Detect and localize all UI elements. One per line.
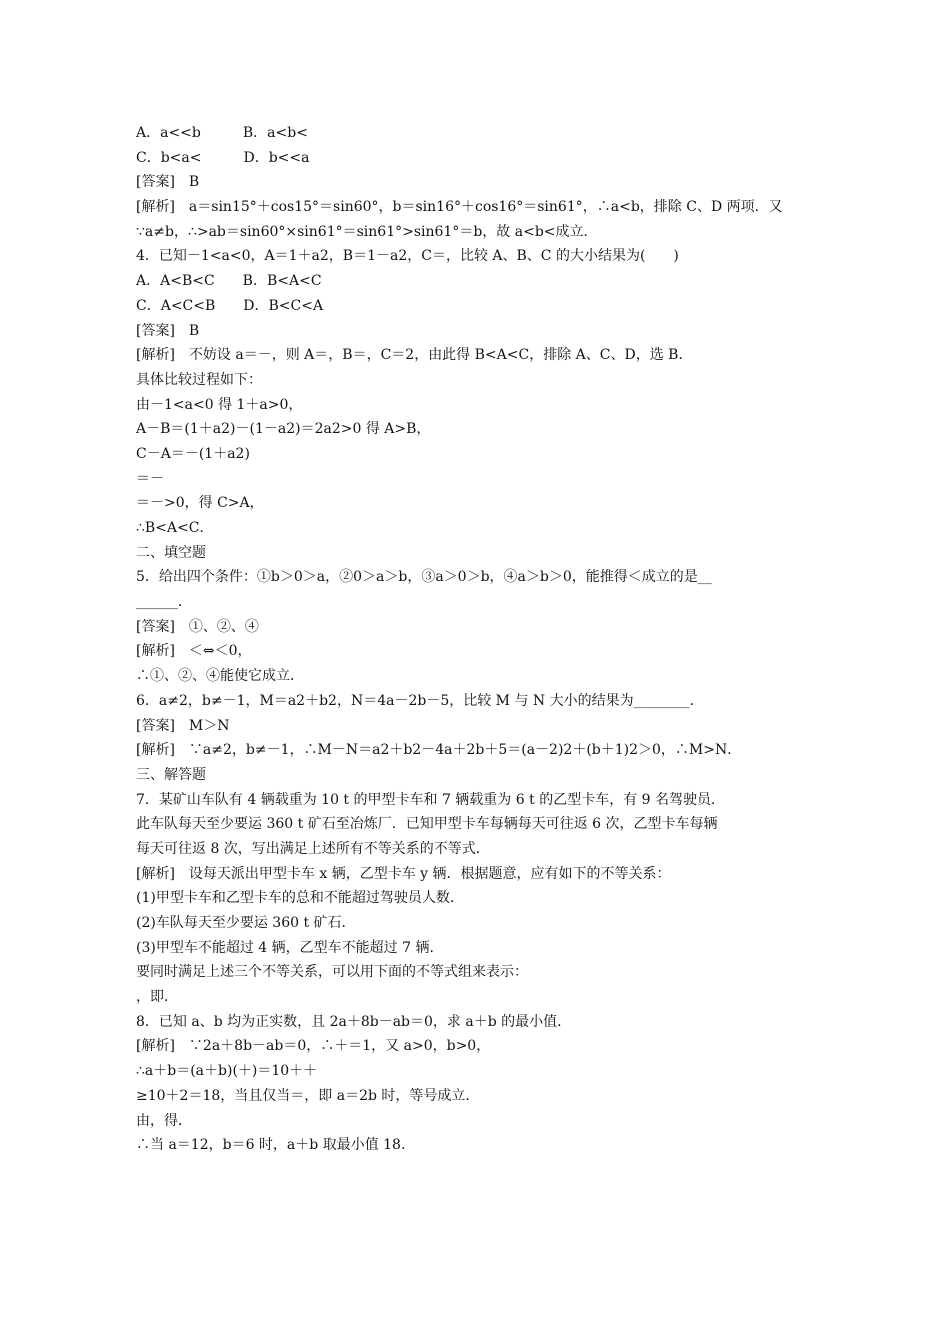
text-line: [答案] ①、②、④ [136,618,259,635]
text-line: [解析] 不妨设 a＝－，则 A＝，B＝，C＝2，由此得 B<A<C，排除 A、C、D，选 B． [136,347,693,364]
text-line: 每天可往返 8 次，写出满足上述所有不等关系的不等式． [136,840,490,857]
text-line: (2)车队每天至少要运 360 t 矿石． [136,915,356,931]
text-line: ∴a＋b＝(a＋b)(＋)＝10＋＋ [136,1063,318,1080]
text-line: [解析] ∵2a＋8b－ab＝0，∴＋＝1，又 a>0，b>0， [136,1038,491,1055]
text-line: 此车队每天至少要运 360 t 矿石至冶炼厂．已知甲型卡车每辆每天可往返 6 次，乙型卡车每辆 [136,816,718,833]
text-line: (3)甲型车不能超过 4 辆，乙型车不能超过 7 辆． [136,939,444,956]
text-line: 5．给出四个条件：①b＞0＞a，②0＞a＞b，③a＞0＞b，④a＞b＞0，能推得＜成立的是__ [136,569,712,586]
text-line: 7．某矿山车队有 4 辆载重为 10 t 的甲型卡车和 7 辆载重为 6 t 的乙型卡车，有 9 名驾驶员． [136,791,726,808]
text-line: C－A＝－(1＋a2) [136,445,250,462]
text-line: 要同时满足上述三个不等关系，可以用下面的不等式组来表示： [136,964,528,981]
text-line: ∵a≠b，∴>ab＝sin60°×sin61°＝sin61°>sin61°＝b，故 a<b<成立． [136,223,598,240]
text-line: [解析] 设每天派出甲型卡车 x 辆，乙型卡车 y 辆．根据题意，应有如下的不等关系： [136,865,671,882]
text-line: ∴当 a＝12，b＝6 时，a＋b 取最小值 18. [136,1137,406,1154]
text-line: [解析] a＝sin15°＋cos15°＝sin60°，b＝sin16°＋cos16°＝sin61°，∴a<b，排除 C、D 两项．又 [136,199,783,216]
text-line: [解析] ∵a≠2，b≠－1，∴M－N＝a2＋b2－4a＋2b＋5＝(a－2)2＋(b＋1)2＞0，∴M>N． [136,742,742,759]
text-line: C．b<a< D．b<<a [136,149,310,166]
text-line: ＝－>0，得 C>A， [136,495,264,512]
text-line: 具体比较过程如下： [136,371,262,388]
text-line: [答案] B [136,322,200,339]
text-line: [答案] B [136,174,200,191]
text-line: A．a<<b B．a<b< [136,125,308,141]
text-line: ≥10＋2＝18，当且仅当＝，即 a＝2b 时，等号成立． [136,1087,480,1104]
section-heading: 二、填空题 [136,544,206,561]
document-body [136,121,826,1158]
text-line: 8．已知 a、b 均为正实数，且 2a＋8b－ab＝0，求 a＋b 的最小值． [136,1013,572,1030]
text-line: ∴B<A<C． [136,520,214,536]
section-heading: 三、解答题 [136,766,206,783]
text-line: ______． [136,594,192,611]
text-line: C．A<C<B D．B<C<A [136,297,324,314]
text-line: ，即． [136,989,178,1006]
text-line: 4．已知－1<a<0，A＝1＋a2，B＝1－a2，C＝，比较 A、B、C 的大小结果为( ) [136,248,679,265]
text-line: 6．a≠2，b≠－1，M＝a2＋b2，N＝4a－2b－5，比较 M 与 N 大小的结果为________． [136,692,704,709]
text-line: 由，得． [136,1112,192,1129]
text-line: (1)甲型卡车和乙型卡车的总和不能超过驾驶员人数． [136,890,464,907]
text-line: ∴①、②、④能使它成立． [136,668,304,685]
text-line: ＝－ [136,470,164,487]
text-line: [答案] M＞N [136,717,230,734]
text-line: A．A<B<C B．B<A<C [136,273,322,290]
text-line: 由－1<a<0 得 1＋a>0， [136,396,303,413]
text-line: [解析] ＜⇔＜0， [136,643,252,660]
text-line: A－B＝(1＋a2)－(1－a2)＝2a2>0 得 A>B， [136,421,431,438]
